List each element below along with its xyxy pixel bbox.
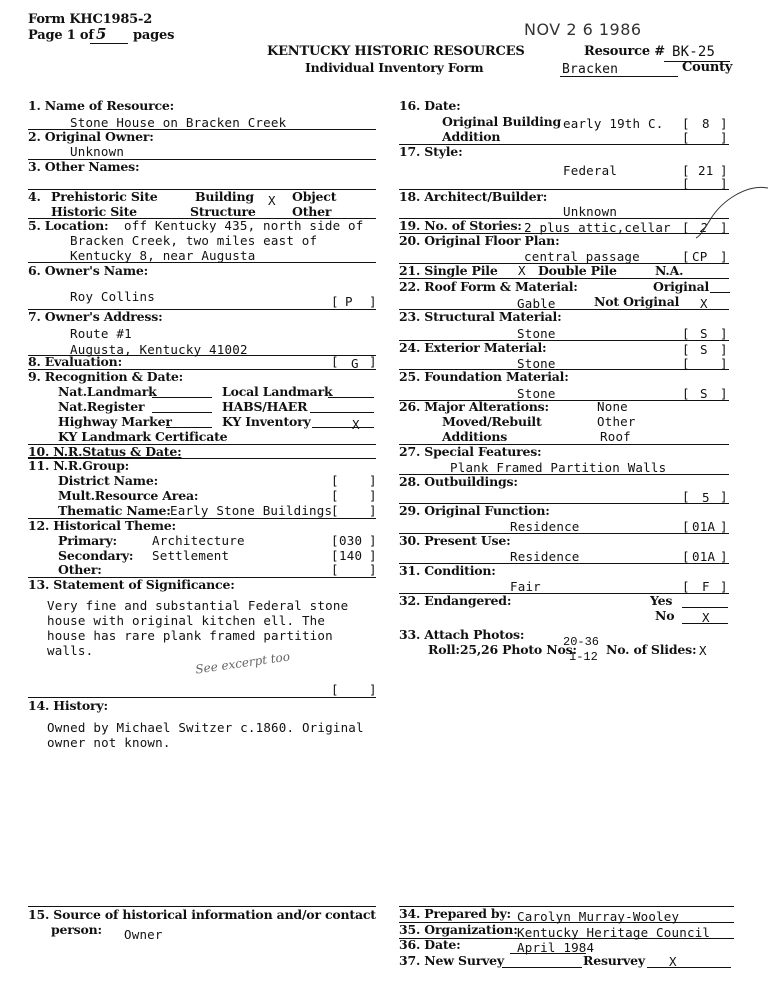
f4-building: Building: [195, 189, 254, 204]
f25-open: [: [682, 386, 690, 401]
f6-code: P: [345, 294, 353, 309]
f30-close: ]: [720, 549, 728, 564]
f25-label: 25. Foundation Material:: [399, 369, 569, 384]
f13-line3: house has rare plank framed partition: [47, 628, 333, 643]
county-label: County: [682, 60, 733, 75]
f12-other-open: [: [331, 562, 339, 577]
f17-open: [: [682, 163, 690, 178]
f31-code: F: [702, 579, 710, 594]
f9-natregister: Nat.Register: [58, 399, 145, 414]
f22-value: Gable: [517, 296, 556, 311]
f6-code-close: ]: [369, 294, 377, 309]
f21-na: N.A.: [655, 263, 684, 278]
f12-other: Other:: [58, 562, 102, 577]
f6-label: 6. Owner's Name:: [28, 263, 149, 278]
f4-other: Other: [292, 204, 332, 219]
f34-label: 34. Prepared by:: [399, 906, 511, 921]
f4-prehistoric: Prehistoric Site: [51, 189, 158, 204]
f12-primary-open: [: [331, 533, 339, 548]
f19-open: [: [682, 220, 690, 235]
f11-thematic-close: ]: [369, 503, 377, 518]
f20-close: ]: [720, 249, 728, 264]
f11-mult-open: [: [331, 488, 339, 503]
f24-label: 24. Exterior Material:: [399, 340, 547, 355]
f35-label: 35. Organization:: [399, 922, 518, 937]
page-prefix: Page 1 of: [28, 28, 94, 43]
f16-orig: Original Building: [442, 114, 562, 129]
f17-code: 21: [698, 163, 714, 178]
f16-add-close: ]: [720, 130, 728, 145]
f12-secondary-value: Settlement: [152, 548, 230, 563]
form-id: Form KHC1985-2: [28, 12, 153, 27]
f16-orig-code: 8: [702, 116, 710, 131]
f5-label: 5. Location:: [28, 218, 109, 233]
f29-label: 29. Original Function:: [399, 503, 550, 518]
f12-secondary-close: ]: [369, 548, 377, 563]
f24-code: S: [700, 342, 708, 357]
f23-label: 23. Structural Material:: [399, 309, 562, 324]
f11-district-open: [: [331, 473, 339, 488]
f36-label: 36. Date:: [399, 937, 461, 952]
f16-add-open: [: [682, 130, 690, 145]
f13-line4: walls.: [47, 643, 94, 658]
f19-code: 2: [700, 220, 708, 235]
f22-label: 22. Roof Form & Material:: [399, 279, 578, 294]
f1-label: 1. Name of Resource:: [28, 98, 175, 113]
f28-open: [: [682, 489, 690, 504]
f17-open-2: [: [682, 176, 690, 191]
f8-code-open: [: [331, 354, 339, 369]
f12-primary-code: 030: [339, 533, 363, 548]
resource-label: Resource #: [584, 44, 665, 59]
f36-value: April 1984: [517, 940, 595, 955]
f4-mark: X: [268, 193, 276, 208]
f2-label: 2. Original Owner:: [28, 129, 154, 144]
f9-kylandmark: KY Landmark Certificate: [58, 429, 228, 444]
f27-label: 27. Special Features:: [399, 444, 542, 459]
f15-label-person: person:: [51, 922, 102, 937]
f24-open: [: [682, 342, 690, 357]
f29-open: [: [682, 519, 690, 534]
f25-close: ]: [720, 386, 728, 401]
f14-label: 14. History:: [28, 698, 108, 713]
f8-code-close: ]: [369, 354, 377, 369]
f26-roof: Roof: [600, 429, 631, 444]
f6-value: Roy Collins: [70, 289, 155, 304]
form-title: KENTUCKY HISTORIC RESOURCES: [267, 44, 525, 59]
f5-line3: Kentucky 8, near Augusta: [70, 248, 256, 263]
f24-close: ]: [720, 342, 728, 357]
f11-thematic: Thematic Name:: [58, 503, 171, 518]
f32-yes: Yes: [650, 593, 673, 608]
f11-district: District Name:: [58, 473, 158, 488]
handwritten-curve: [692, 180, 769, 240]
f12-primary-value: Architecture: [152, 533, 245, 548]
f33-nos1: 20-36: [563, 635, 600, 649]
f16-label: 16. Date:: [399, 98, 461, 113]
f5-line2: Bracken Creek, two miles east of: [70, 233, 318, 248]
f22-mark: X: [700, 296, 708, 311]
f35-value: Kentucky Heritage Council: [517, 925, 711, 940]
f9-kyinventory: KY Inventory: [222, 414, 311, 429]
f13-code-close: ]: [369, 682, 377, 697]
f22-original: Original: [653, 279, 710, 294]
f25-code: S: [700, 386, 708, 401]
f13-line1: Very fine and substantial Federal stone: [47, 598, 349, 613]
f8-label: 8. Evaluation:: [28, 354, 122, 369]
f5-line1: off Kentucky 435, north side of: [124, 218, 364, 233]
f12-secondary-open: [: [331, 548, 339, 563]
f3-label: 3. Other Names:: [28, 159, 140, 174]
f23-value: Stone: [517, 326, 556, 341]
f24-open-2: [: [682, 356, 690, 371]
f20-open: [: [682, 249, 690, 264]
f31-value: Fair: [510, 579, 541, 594]
f30-code: 01A: [692, 549, 716, 564]
f16-addition: Addition: [442, 129, 501, 144]
form-subtitle: Individual Inventory Form: [305, 60, 484, 75]
f9-habs: HABS/HAER: [222, 399, 308, 414]
f26-none: None: [597, 399, 628, 414]
f31-close: ]: [720, 579, 728, 594]
f15-value: Owner: [124, 927, 163, 942]
f23-code: S: [700, 326, 708, 341]
received-date-stamp: NOV 2 6 1986: [524, 20, 642, 39]
f9-highway: Highway Marker: [58, 414, 172, 429]
f7-label: 7. Owner's Address:: [28, 309, 163, 324]
f7-line2: Augusta, Kentucky 41002: [70, 342, 248, 357]
f28-label: 28. Outbuildings:: [399, 474, 518, 489]
f16-orig-value: early 19th C.: [563, 116, 664, 131]
county-value: Bracken: [562, 62, 619, 77]
f34-value: Carolyn Murray-Wooley: [517, 909, 680, 924]
f8-code: G: [351, 356, 359, 371]
f33-nos2: 1-12: [569, 650, 598, 664]
f1-value: Stone House on Bracken Creek: [70, 115, 287, 130]
f33-label: 33. Attach Photos:: [399, 627, 525, 642]
f21-double: Double Pile: [538, 263, 617, 278]
f24-close-2: ]: [720, 356, 728, 371]
f30-value: Residence: [510, 549, 580, 564]
f13-line2: house with original kitchen ell. The: [47, 613, 326, 628]
f30-label: 30. Present Use:: [399, 533, 511, 548]
f33-roll: Roll:25,26 Photo Nos:: [428, 642, 577, 657]
resource-number: BK-25: [672, 44, 716, 60]
f30-open: [: [682, 549, 690, 564]
f29-value: Residence: [510, 519, 580, 534]
f4-object: Object: [292, 189, 337, 204]
f11-thematic-open: [: [331, 503, 339, 518]
f14-line1: Owned by Michael Switzer c.1860. Original: [47, 720, 364, 735]
page-count: 5: [96, 25, 107, 43]
f4-structure: Structure: [190, 204, 256, 219]
f23-close: ]: [720, 326, 728, 341]
f28-code: 5: [702, 490, 710, 505]
f10-label: 10. N.R.Status & Date:: [28, 444, 182, 459]
f31-label: 31. Condition:: [399, 563, 496, 578]
f26-moved: Moved/Rebuilt: [442, 414, 542, 429]
f9-label: 9. Recognition & Date:: [28, 369, 184, 384]
f32-mark: X: [702, 610, 710, 625]
f12-secondary-code: 140: [339, 548, 363, 563]
f33-slides: No. of Slides:: [606, 642, 697, 657]
f19-label: 19. No. of Stories:: [399, 218, 522, 233]
f25-value: Stone: [517, 386, 556, 401]
f17-label: 17. Style:: [399, 144, 463, 159]
f32-no: No: [655, 608, 675, 623]
f28-close: ]: [720, 489, 728, 504]
f17-close-2: ]: [720, 176, 728, 191]
f16-orig-open: [: [682, 116, 690, 131]
f11-thematic-value: Early Stone Buildings: [170, 503, 333, 518]
f12-primary: Primary:: [58, 533, 117, 548]
f19-value: 2 plus attic,cellar: [524, 220, 671, 235]
f29-code: 01A: [692, 519, 716, 534]
f9-ky-mark: X: [352, 417, 360, 432]
f26-other: Other: [597, 414, 636, 429]
f9-locallandmark: Local Landmark: [222, 384, 333, 399]
f6-code-open: [: [331, 294, 339, 309]
page-suffix: pages: [133, 28, 175, 43]
f33-slides-value: X: [699, 643, 707, 658]
f11-mult: Mult.Resource Area:: [58, 488, 199, 503]
f4-label: 4.: [28, 189, 41, 204]
f13-code-open: [: [331, 682, 339, 697]
f20-label: 20. Original Floor Plan:: [399, 233, 560, 248]
f12-primary-close: ]: [369, 533, 377, 548]
f29-close: ]: [720, 519, 728, 534]
f12-other-close: ]: [369, 562, 377, 577]
f12-secondary: Secondary:: [58, 548, 134, 563]
f22-notoriginal: Not Original: [594, 294, 680, 309]
f18-value: Unknown: [563, 204, 618, 219]
f37-label: 37. New Survey: [399, 953, 504, 968]
f27-value: Plank Framed Partition Walls: [450, 460, 667, 475]
f23-open: [: [682, 326, 690, 341]
f2-value: Unknown: [70, 144, 125, 159]
f20-code: CP: [692, 249, 708, 264]
f16-orig-close: ]: [720, 116, 728, 131]
f11-label: 11. N.R.Group:: [28, 458, 130, 473]
f9-natlandmark: Nat.Landmark: [58, 384, 157, 399]
f26-label: 26. Major Alterations:: [399, 399, 549, 414]
f20-value: central passage: [524, 249, 640, 264]
f17-close: ]: [720, 163, 728, 178]
f21-label: 21. Single Pile: [399, 263, 498, 278]
f24-value: Stone: [517, 356, 556, 371]
f7-line1: Route #1: [70, 326, 132, 341]
f37-mark: X: [669, 954, 677, 969]
f31-open: [: [682, 579, 690, 594]
f12-label: 12. Historical Theme:: [28, 518, 176, 533]
f18-label: 18. Architect/Builder:: [399, 189, 548, 204]
f13-label: 13. Statement of Significance:: [28, 577, 235, 592]
f26-additions: Additions: [442, 429, 508, 444]
f4-historic: Historic Site: [51, 204, 137, 219]
f17-value: Federal: [563, 163, 618, 178]
f11-mult-close: ]: [369, 488, 377, 503]
f37-resurvey: Resurvey: [583, 953, 645, 968]
f11-district-close: ]: [369, 473, 377, 488]
f32-label: 32. Endangered:: [399, 593, 512, 608]
handwritten-note: See excerpt too: [194, 649, 291, 677]
f21-mark: X: [518, 263, 526, 278]
f19-close: ]: [720, 220, 728, 235]
f15-label: 15. Source of historical information and/or contact: [28, 907, 376, 922]
f14-line2: owner not known.: [47, 735, 171, 750]
